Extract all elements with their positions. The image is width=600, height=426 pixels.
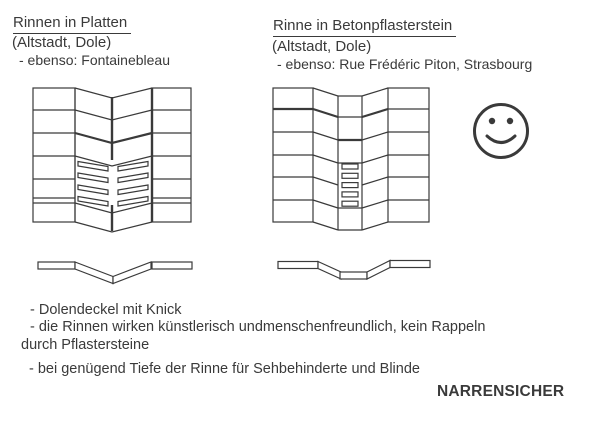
betonstein-cross-section — [278, 261, 430, 280]
betonstein-grate-slots — [342, 164, 358, 206]
platten-plan-diagram — [33, 88, 191, 232]
narrensicher-stamp: NARRENSICHER — [437, 383, 565, 400]
betonstein-plan-diagram — [273, 88, 429, 230]
platten-figure-subtitle: (Altstadt, Dole) — [12, 34, 112, 51]
platten-grate-slots — [78, 162, 148, 207]
smiley-face-icon — [475, 105, 528, 158]
betonstein-figure-note: - ebenso: Rue Frédéric Piton, Strasbourg — [277, 56, 533, 72]
remark-sehbehinderte: - bei genügend Tiefe der Rinne für Sehbehinderte und Blinde — [29, 361, 420, 377]
betonstein-figure-title: Rinne in Betonpflasterstein — [273, 17, 456, 37]
remark-dolendeckel: - Dolendeckel mit Knick — [30, 302, 182, 318]
platten-figure-title: Rinnen in Platten — [13, 14, 131, 34]
platten-cross-section — [38, 262, 192, 284]
betonstein-figure-subtitle: (Altstadt, Dole) — [272, 38, 372, 55]
platten-figure-note: - ebenso: Fontainebleau — [19, 52, 170, 68]
remark-rinnen-wirken: - die Rinnen wirken künstlerisch undmenschenfreundlich, kein Rappeln — [30, 319, 486, 335]
remark-pflastersteine: durch Pflastersteine — [21, 337, 150, 353]
